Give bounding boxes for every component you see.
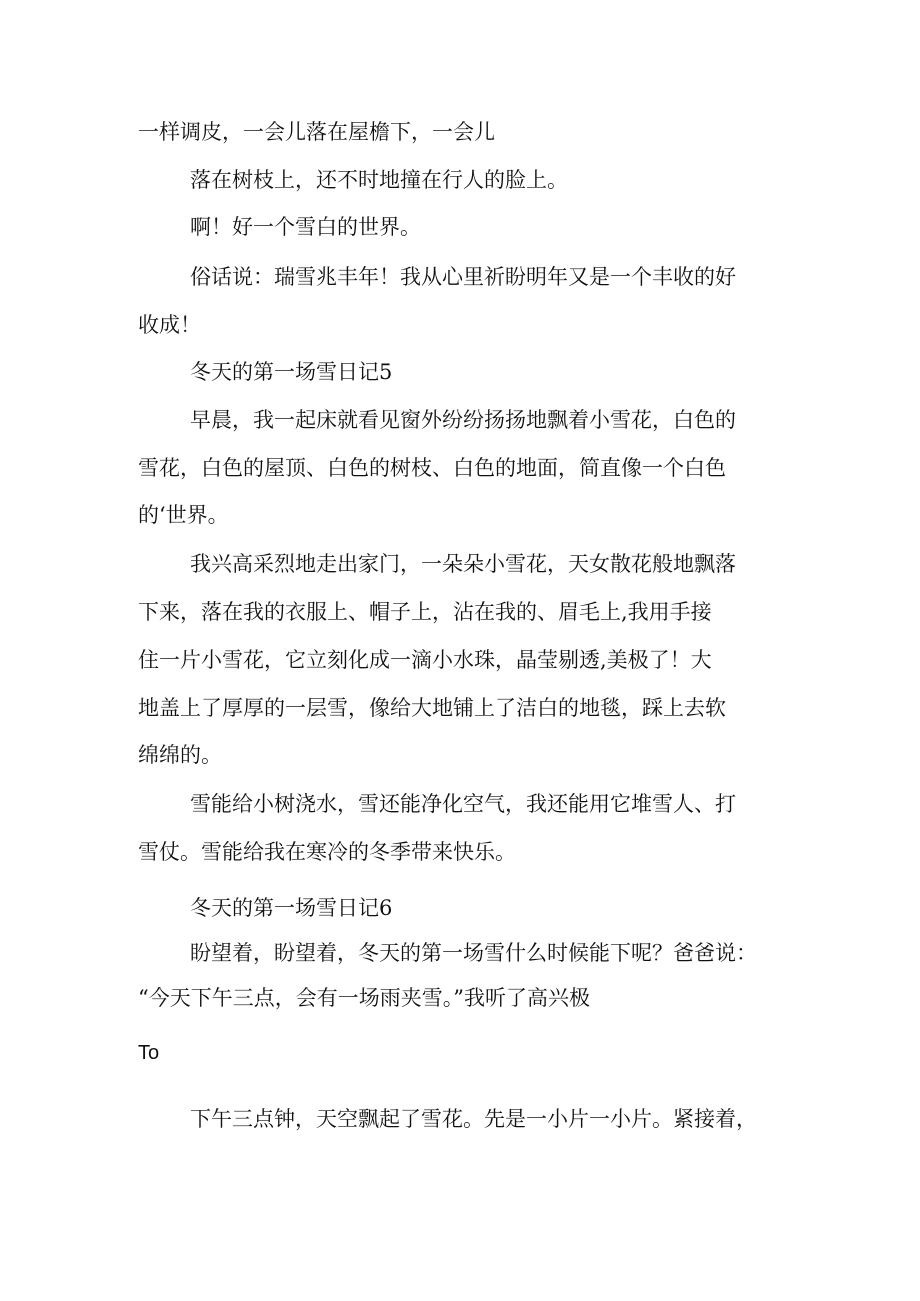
section-heading-6: 冬天的第一场雪日记6 — [190, 896, 393, 920]
text-line-9: 的‘世界。 — [138, 503, 229, 527]
text-line-12: 住一片小雪花，它立刻化成一滴小水珠，晶莹剔透,美极了！大 — [138, 648, 712, 672]
text-line-18: 盼望着，盼望着，冬天的第一场雪什么时候能下呢？爸爸说： — [190, 941, 757, 965]
text-line-7: 早晨，我一起床就看见窗外纷纷扬扬地飘着小雪花，白色的 — [190, 408, 736, 432]
text-line-21: 下午三点钟，天空飘起了雪花。先是一小片一小片。紧接着， — [190, 1107, 757, 1131]
text-line-14: 绵绵的。 — [138, 743, 222, 767]
text-line-4: 俗话说：瑞雪兆丰年！我从心里祈盼明年又是一个丰收的好 — [190, 265, 736, 289]
text-line-1: 一样调皮，一会儿落在屋檐下，一会儿 — [138, 120, 495, 144]
text-line-20: To — [138, 1042, 160, 1064]
text-line-5: 收成！ — [138, 313, 201, 337]
text-line-11: 下来，落在我的衣服上、帽子上，沾在我的、眉毛上,我用手接 — [138, 600, 712, 624]
text-line-15: 雪能给小树浇水，雪还能净化空气，我还能用它堆雪人、打 — [190, 792, 736, 816]
text-line-8: 雪花，白色的屋顶、白色的树枝、白色的地面，简直像一个白色 — [138, 456, 726, 480]
text-line-19: “今天下午三点，会有一场雨夹雪。”我听了高兴极 — [138, 986, 590, 1010]
section-heading-5: 冬天的第一场雪日记5 — [190, 360, 393, 384]
text-line-3: 啊！好一个雪白的世界。 — [190, 215, 421, 239]
text-line-13: 地盖上了厚厚的一层雪，像给大地铺上了洁白的地毯，踩上去软 — [138, 696, 726, 720]
text-line-2: 落在树枝上，还不时地撞在行人的脸上。 — [190, 168, 568, 192]
text-line-16: 雪仗。雪能给我在寒冷的冬季带来快乐。 — [138, 840, 516, 864]
text-line-10: 我兴高采烈地走出家门，一朵朵小雪花，天女散花般地飘落 — [190, 552, 736, 576]
